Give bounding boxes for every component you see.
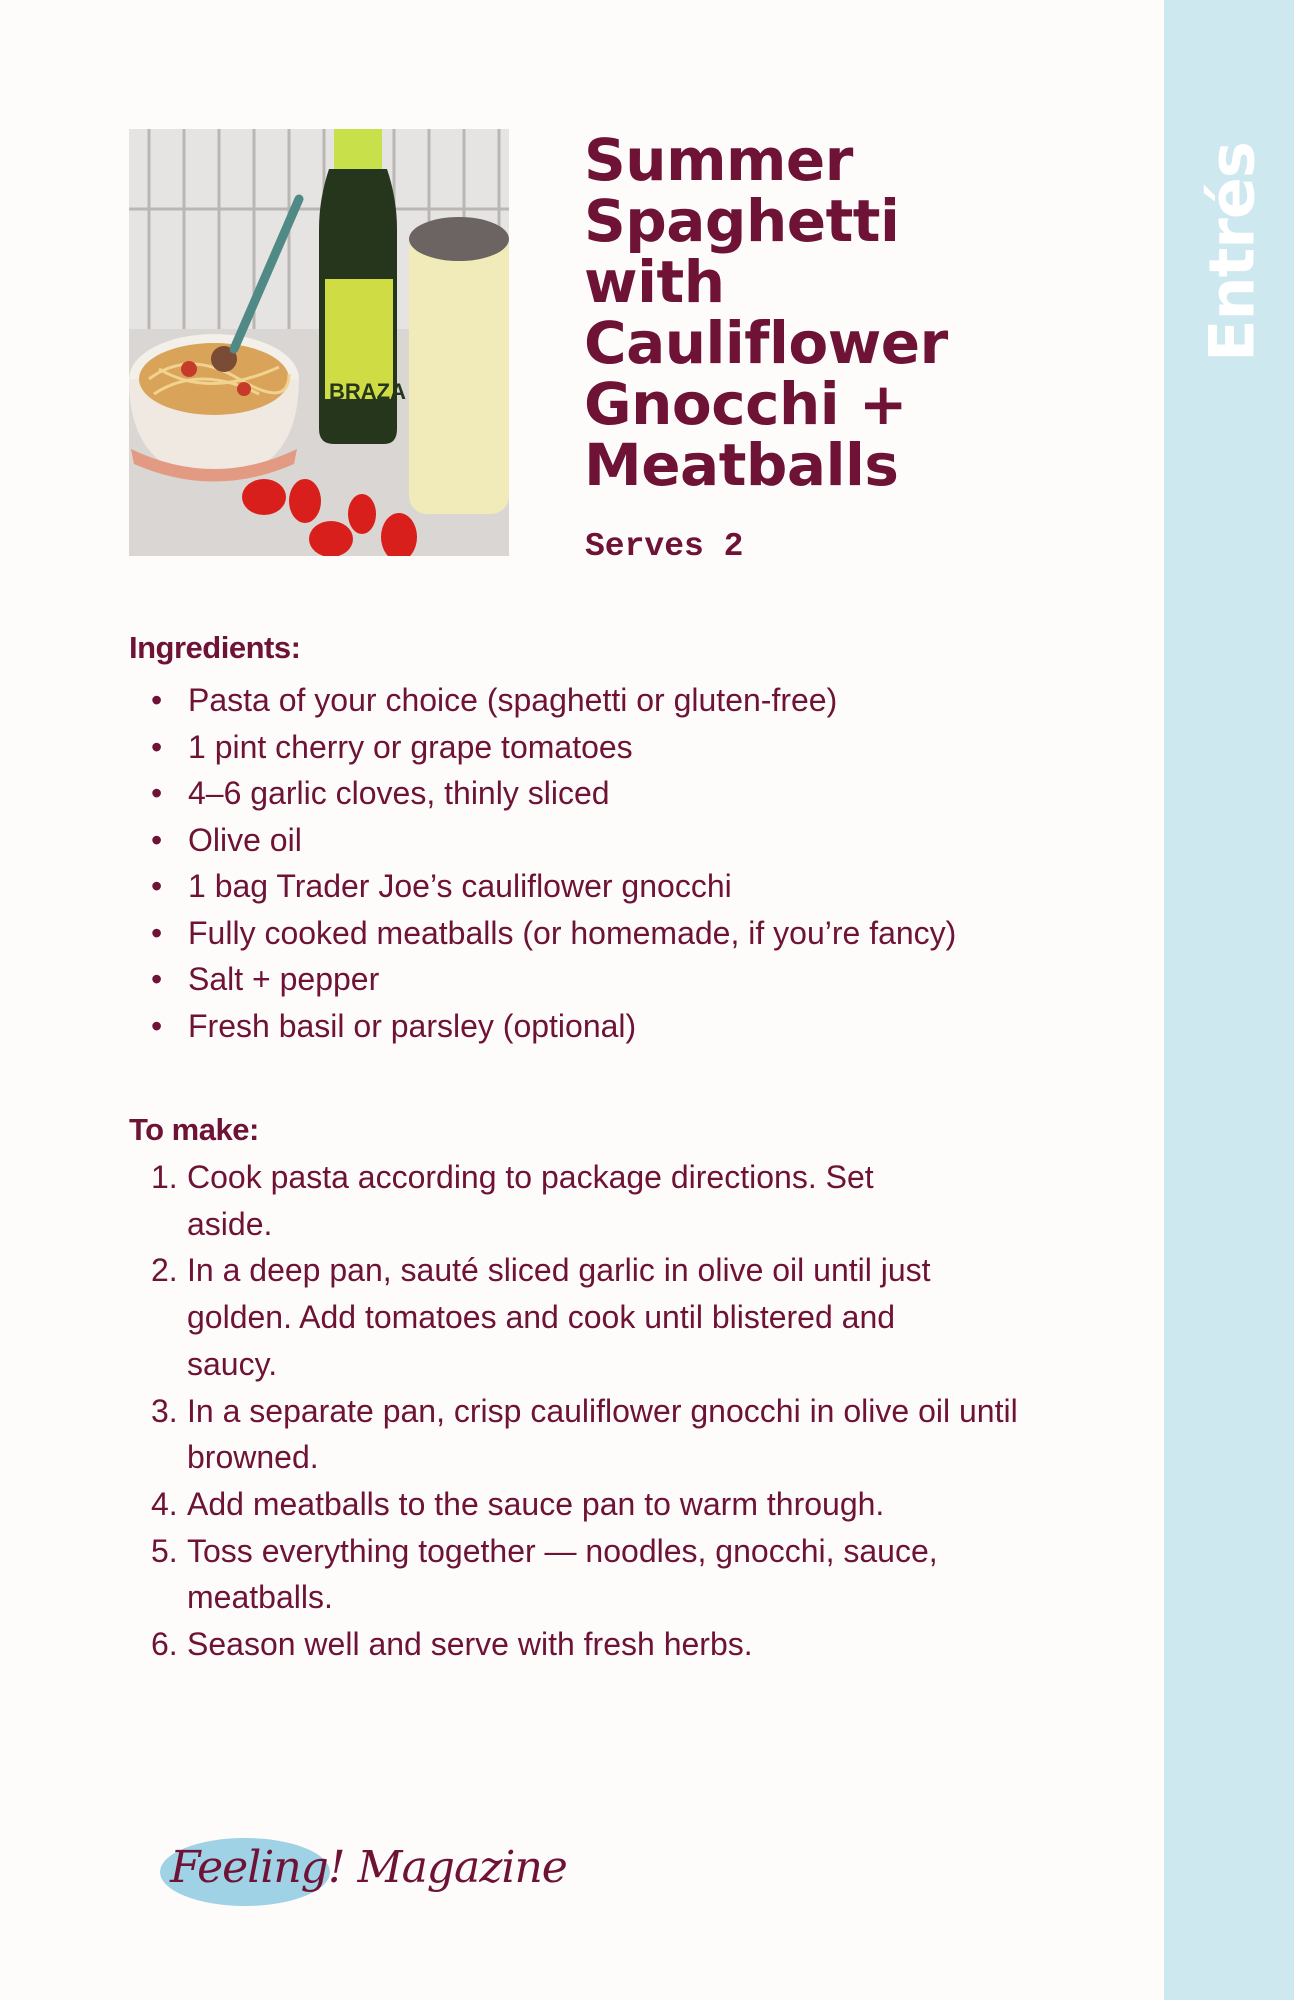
- ingredient-text: Salt + pepper: [188, 961, 380, 997]
- bullet-icon: •: [151, 682, 163, 718]
- bullet-icon: •: [151, 961, 163, 997]
- title-line: Summer: [584, 126, 853, 194]
- step-number: 5.: [151, 1532, 178, 1569]
- ingredient-text: Olive oil: [188, 821, 302, 858]
- step-number: 4.: [151, 1485, 178, 1522]
- method-step: [129, 1528, 1007, 1621]
- title-line: Cauliflower: [584, 309, 948, 377]
- step-text: In a separate pan, crisp cauliflower gnocchi in olive oil until browned.: [187, 1392, 1018, 1476]
- bullet-icon: •: [151, 775, 163, 811]
- method-step: [129, 1388, 1047, 1481]
- ingredient-text: Fully cooked meatballs (or homemade, if you’re fancy): [188, 914, 957, 951]
- step-number: 2.: [151, 1252, 178, 1289]
- step-text: In a deep pan, sauté sliced garlic in olive oil until just golden. Add tomatoes and cook until blistered and saucy.: [187, 1252, 931, 1382]
- method-steps: [129, 1154, 1018, 1668]
- magazine-logo: [158, 1836, 567, 1908]
- bullet-icon: •: [151, 914, 163, 951]
- section-tab-label: Entrés: [1195, 142, 1269, 362]
- method-step: [129, 1621, 1047, 1668]
- bullet-icon: •: [151, 1007, 163, 1044]
- ingredient-item: [129, 956, 1029, 1003]
- title-line: Spaghetti: [584, 187, 900, 255]
- bullet-icon: •: [151, 868, 163, 904]
- title-line: Meatballs: [584, 431, 899, 499]
- recipe-title: [584, 126, 1004, 499]
- ingredient-item: [129, 863, 1029, 910]
- logo-text: Feeling! Magazine: [170, 1842, 567, 1893]
- bullet-icon: •: [151, 821, 163, 858]
- bullet-icon: •: [151, 728, 163, 765]
- ingredient-text: Fresh basil or parsley (optional): [188, 1007, 637, 1044]
- step-number: 1.: [151, 1159, 178, 1195]
- step-number: 6.: [151, 1626, 178, 1663]
- ingredients-list: [129, 677, 1029, 1049]
- ingredient-item: [129, 817, 1029, 864]
- method-step: [129, 1247, 987, 1387]
- step-number: 3.: [151, 1392, 178, 1429]
- ingredient-item: [129, 1003, 1029, 1050]
- title-line: Gnocchi +: [584, 370, 907, 438]
- ingredient-item: [129, 910, 1029, 957]
- ingredient-text: 1 pint cherry or grape tomatoes: [188, 728, 633, 765]
- ingredient-text: 1 bag Trader Joe’s cauliflower gnocchi: [188, 868, 732, 904]
- step-text: Cook pasta according to package directions. Set aside.: [187, 1159, 874, 1242]
- step-text: Toss everything together — noodles, gnocchi, sauce, meatballs.: [187, 1532, 938, 1616]
- bottle-label-text: BRAZA: [329, 379, 406, 404]
- recipe-photo: [129, 129, 509, 556]
- ingredient-text: 4–6 garlic cloves, thinly sliced: [188, 775, 610, 811]
- method-step: [129, 1154, 967, 1247]
- serves-count: Serves 2: [585, 528, 744, 565]
- ingredients-heading: Ingredients:: [129, 630, 301, 665]
- title-line: with: [584, 248, 725, 316]
- ingredient-item: [129, 724, 1029, 771]
- ingredient-item: [129, 677, 1029, 724]
- method-heading: To make:: [129, 1112, 259, 1147]
- ingredient-text: Pasta of your choice (spaghetti or gluten-free): [188, 682, 838, 718]
- step-text: Add meatballs to the sauce pan to warm through.: [187, 1485, 885, 1522]
- step-text: Season well and serve with fresh herbs.: [187, 1626, 753, 1663]
- ingredient-item: [129, 770, 1029, 817]
- method-step: [129, 1481, 1047, 1528]
